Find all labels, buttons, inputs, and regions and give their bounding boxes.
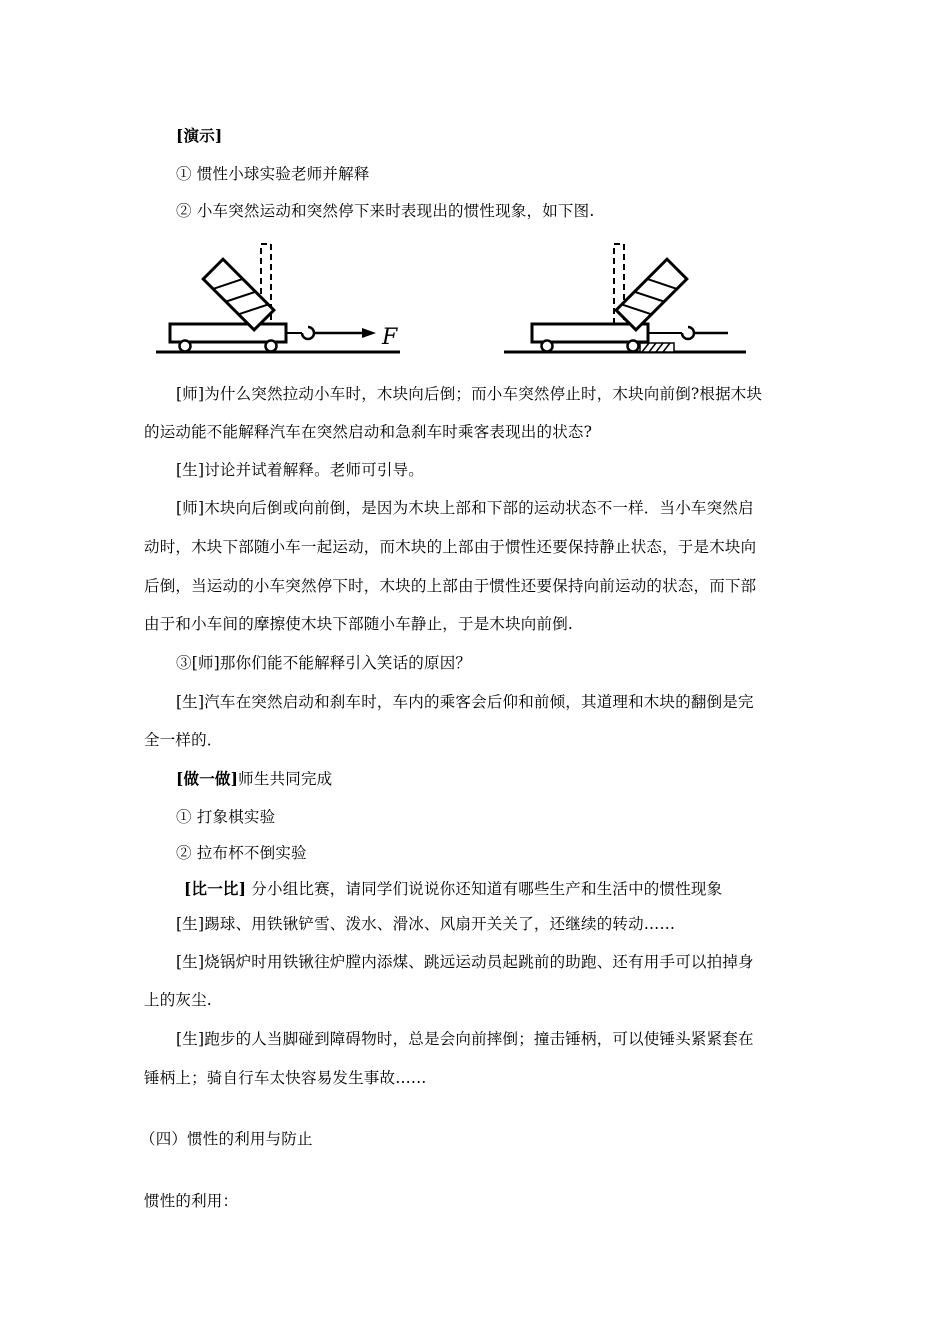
student-answer-line-1: [生]汽车在突然启动和刹车时，车内的乘客会后仰和前倾，其道理和木块的翻倒是完: [176, 693, 754, 711]
student-answer-line-2: 全一样的．: [144, 731, 223, 749]
do-it-item-1: ① 打象棋实验: [176, 808, 276, 826]
student-example-3-line-2: 锤柄上；骑自行车太快容易发生事故……: [144, 1069, 427, 1087]
section-four-heading: （四）惯性的利用与防止: [140, 1130, 313, 1148]
student-example-2-line-2: 上的灰尘.: [144, 991, 212, 1009]
student-discussion: [生]讨论并试着解释。老师可引导。: [176, 461, 424, 479]
teacher-question-line-2: 的运动能不能解释汽车在突然启动和急刹车时乘客表现出的状态?: [144, 423, 593, 441]
teacher-explanation-line-3: 后倒，当运动的小车突然停下时，木块的上部由于惯性还要保持向前运动的状态，而下部: [144, 577, 757, 595]
do-it-item-2: ② 拉布杯不倒实验: [176, 844, 307, 862]
cart-start-diagram: [156, 244, 400, 352]
teacher-explanation-line-1: [师]木块向后倒或向前倒，是因为木块上部和下部的运动状态不一样．当小车突然启: [176, 499, 754, 517]
teacher-question-line-1: [师]为什么突然拉动小车时，木块向后倒；而小车突然停止时，木块向前倒?根据木块: [176, 385, 763, 403]
demo-heading: [演示]: [176, 126, 223, 145]
compare-heading: [184, 879, 722, 899]
inertia-cart-figure: [150, 238, 760, 363]
demo-item-2: ② 小车突然运动和突然停下来时表现出的惯性现象，如下图.: [176, 202, 595, 220]
student-example-3-line-1: [生]跑步的人当脚碰到障碍物时，总是会向前摔倒；撞击锤柄，可以使锤头紧紧套在: [176, 1030, 754, 1048]
cart-stop-diagram: [504, 244, 746, 352]
compare-label: [比一比]: [184, 879, 247, 898]
demo-item-1: ① 惯性小球实验老师并解释: [176, 165, 370, 183]
teacher-explanation-line-4: 由于和小车间的摩擦使木块下部随小车静止，于是木块向前倒.: [144, 615, 574, 633]
student-example-1: [生]踢球、用铁锹铲雪、泼水、滑冰、风扇开关关了，还继续的转动……: [176, 915, 676, 933]
do-it-heading: [176, 769, 332, 789]
compare-text: 分小组比赛，请同学们说说你还知道有哪些生产和生活中的惯性现象: [246, 880, 723, 898]
inertia-uses-heading: 惯性的利用：: [144, 1192, 239, 1210]
teacher-explanation-line-2: 动时，木块下部随小车一起运动，而木块的上部由于惯性还要保持静止状态，于是木块向: [144, 538, 757, 556]
do-it-label: [做一做]: [176, 769, 239, 788]
teacher-joke-question: ③[师]那你们能不能解释引入笑话的原因？: [176, 654, 472, 672]
do-it-text: 师生共同完成: [238, 770, 333, 788]
student-example-2-line-1: [生]烧锅炉时用铁锹往炉膛内添煤、跳远运动员起跳前的助跑、还有用手可以拍掉身: [176, 953, 754, 971]
force-label: F: [382, 325, 398, 350]
